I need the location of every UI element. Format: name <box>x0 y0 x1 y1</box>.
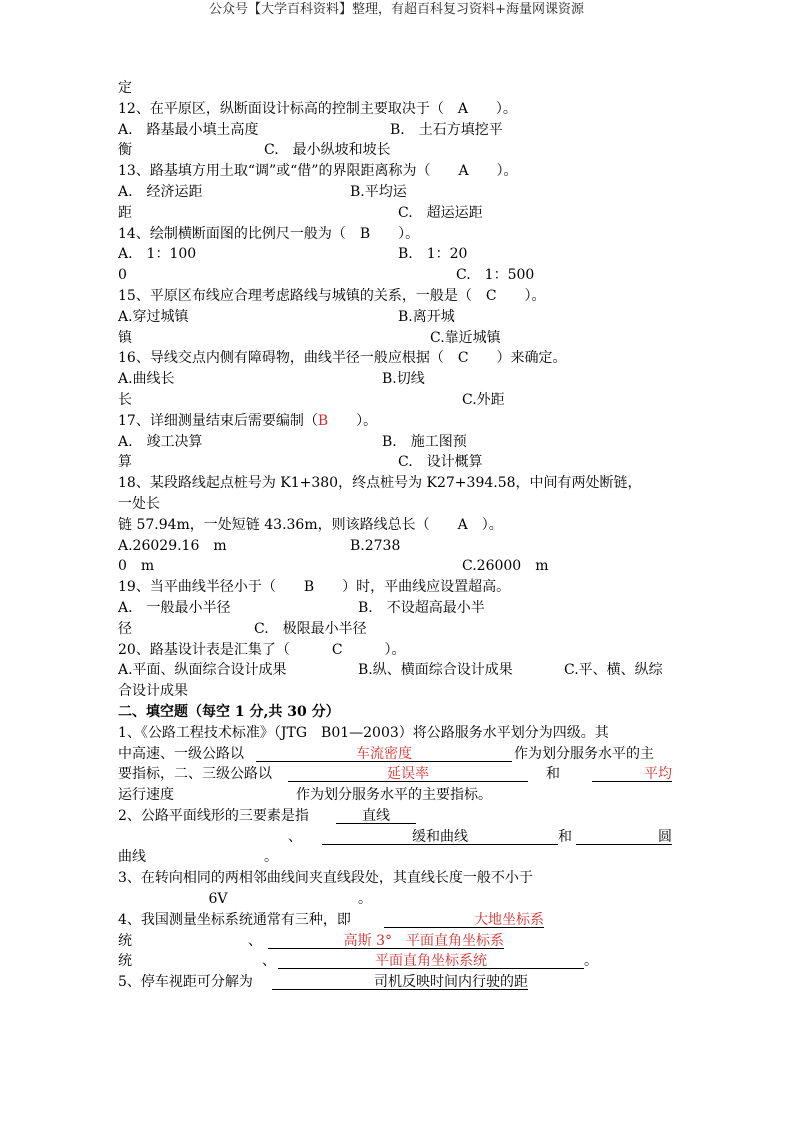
page-header: 公众号【大学百科资料】整理，有超百科复习资料+海量网课资源 <box>209 2 584 17</box>
fill-3: 3、在转向相同的两相邻曲线间夹直线段处，其直线长度一般不小于 <box>118 870 533 887</box>
answer-blank-cont <box>118 847 262 868</box>
answer-blank: 缓和曲线 <box>322 827 558 845</box>
option-c: C.平、横、纵综 <box>564 662 663 679</box>
fill-1-and: 和 <box>546 766 560 783</box>
answer-blank: 平均 <box>592 764 672 782</box>
answer-text: 统 <box>118 953 132 970</box>
separator: 、 <box>248 932 262 949</box>
option-a: A. 1：100 <box>118 246 197 263</box>
question-18-cont: 一处长 <box>118 495 160 512</box>
text-line: 定 <box>118 80 132 96</box>
option-c-cont: 合设计成果 <box>118 683 188 700</box>
option-b-cont: 算 <box>118 454 132 471</box>
option-c: C. 设计概算 <box>398 454 483 471</box>
answer-text: B <box>317 412 329 429</box>
option-b-cont: 长 <box>118 391 132 408</box>
option-b: B. 土石方填挖平 <box>390 121 503 138</box>
question-14: 14、绘制横断面图的比例尺一般为（ B ）。 <box>118 225 420 242</box>
question-17-text: 17、详细测量结束后需要编制（ <box>118 412 318 429</box>
option-a: A.26029.16 m <box>118 537 227 554</box>
document-body <box>118 78 678 993</box>
option-c: C.靠近城镇 <box>430 329 501 346</box>
option-b: B. 1：20 <box>398 246 468 263</box>
option-c: C.外距 <box>462 391 505 408</box>
answer-blank: 高斯 3° 平面直角坐标系 <box>268 931 504 949</box>
option-b: B.2738 <box>350 537 401 554</box>
fill-1-cont: 中高速、一级公路以 <box>118 745 244 762</box>
answer-blank-cont <box>118 951 246 972</box>
option-c: C.26000 m <box>462 558 549 575</box>
question-17 <box>118 411 377 432</box>
option-b: B.纵、横面综合设计成果 <box>358 662 513 679</box>
option-b: B. 不设超高最小半 <box>358 599 485 616</box>
option-a: A.曲线长 <box>118 371 175 388</box>
fill-1-end: 作为划分服务水平的主要指标。 <box>296 787 492 804</box>
option-a: A.穿过城镇 <box>118 308 189 325</box>
option-b-cont: 0 m <box>118 558 155 575</box>
option-b-cont: 衡 <box>118 142 132 159</box>
answer-blank: 车流密度 <box>256 744 512 762</box>
fill-3-end: 。 <box>358 891 372 908</box>
option-c: C. 1：500 <box>456 267 535 284</box>
fill-2-end: 。 <box>264 849 278 866</box>
question-13: 13、路基填方用土取“调”或“借”的界限距离称为（ A ）。 <box>118 163 518 180</box>
option-a: A. 经济运距 <box>118 183 203 200</box>
option-c: C. 极限最小半径 <box>254 620 367 637</box>
option-b: B.离开城 <box>398 308 455 325</box>
option-b: B.切线 <box>382 371 425 388</box>
option-b: B.平均运 <box>350 183 407 200</box>
answer-blank: 圆 <box>576 827 672 845</box>
option-b-cont: 径 <box>118 620 132 637</box>
question-16: 16、导线交点内侧有障碍物，曲线半径一般应根据（ C ）来确定。 <box>118 350 567 367</box>
answer-blank: 大地坐标系 <box>384 910 544 928</box>
fill-1-cont2: 作为划分服务水平的主 <box>514 745 654 762</box>
option-a: A. 路基最小填土高度 <box>118 121 259 138</box>
fill-2: 2、公路平面线形的三要素是指 <box>118 807 309 824</box>
question-17-end: ）。 <box>328 412 378 429</box>
answer-text: 统 <box>118 932 132 949</box>
separator: 、 <box>262 953 276 970</box>
separator: 、 <box>288 828 302 845</box>
question-15: 15、平原区布线应合理考虑路线与城镇的关系，一般是（ C ）。 <box>118 287 546 304</box>
fill-4: 4、我国测量坐标系统通常有三种，即 <box>118 911 351 928</box>
option-c: C. 最小纵坡和坡长 <box>264 142 391 159</box>
option-b-cont: 镇 <box>118 329 132 346</box>
fill-5: 5、停车视距可分解为 <box>118 974 253 991</box>
fill-1-cont3: 要指标，二、三级公路以 <box>118 766 272 783</box>
answer-text: 曲线 <box>118 849 146 866</box>
answer-blank-cont <box>118 785 294 806</box>
question-18: 18、某段路线起点桩号为 K1+380，终点桩号为 K27+394.58，中间有两处断链， <box>118 475 642 492</box>
section-heading: 二、填空题（每空 1 分,共 30 分） <box>118 703 340 720</box>
fill-2-and: 和 <box>558 828 572 845</box>
option-a: A.平面、纵面综合设计成果 <box>118 662 287 679</box>
option-b: B. 施工图预 <box>382 433 467 450</box>
fill-4-end: 。 <box>584 953 598 970</box>
option-a: A. 一般最小半径 <box>118 599 231 616</box>
option-a: A. 竣工决算 <box>118 433 203 450</box>
option-b-cont: 0 <box>118 267 127 284</box>
answer-blank: 平面直角坐标系统 <box>278 951 584 969</box>
answer-blank-cont <box>118 931 246 952</box>
answer-blank: 6V <box>208 891 228 908</box>
answer-blank: 司机反映时间内行驶的距 <box>272 972 528 990</box>
question-18-cont2: 链 57.94m，一处短链 43.36m，则该路线总长（ A ）。 <box>118 516 503 533</box>
option-c: C. 超运运距 <box>398 204 483 221</box>
answer-blank: 直线 <box>336 806 416 824</box>
fill-1: 1、《公路工程技术标准》（JTG B01—2003）将公路服务水平划分为四级。其 <box>118 724 609 741</box>
option-b-cont: 距 <box>118 204 132 221</box>
answer-blank: 延误率 <box>288 764 528 782</box>
question-20: 20、路基设计表是汇集了（ C ）。 <box>118 641 406 658</box>
question-12: 12、在平原区，纵断面设计标高的控制主要取决于（ A ）。 <box>118 100 517 117</box>
answer-text: 运行速度 <box>118 787 174 804</box>
question-19: 19、当平曲线半径小于（ B ）时，平曲线应设置超高。 <box>118 579 511 596</box>
